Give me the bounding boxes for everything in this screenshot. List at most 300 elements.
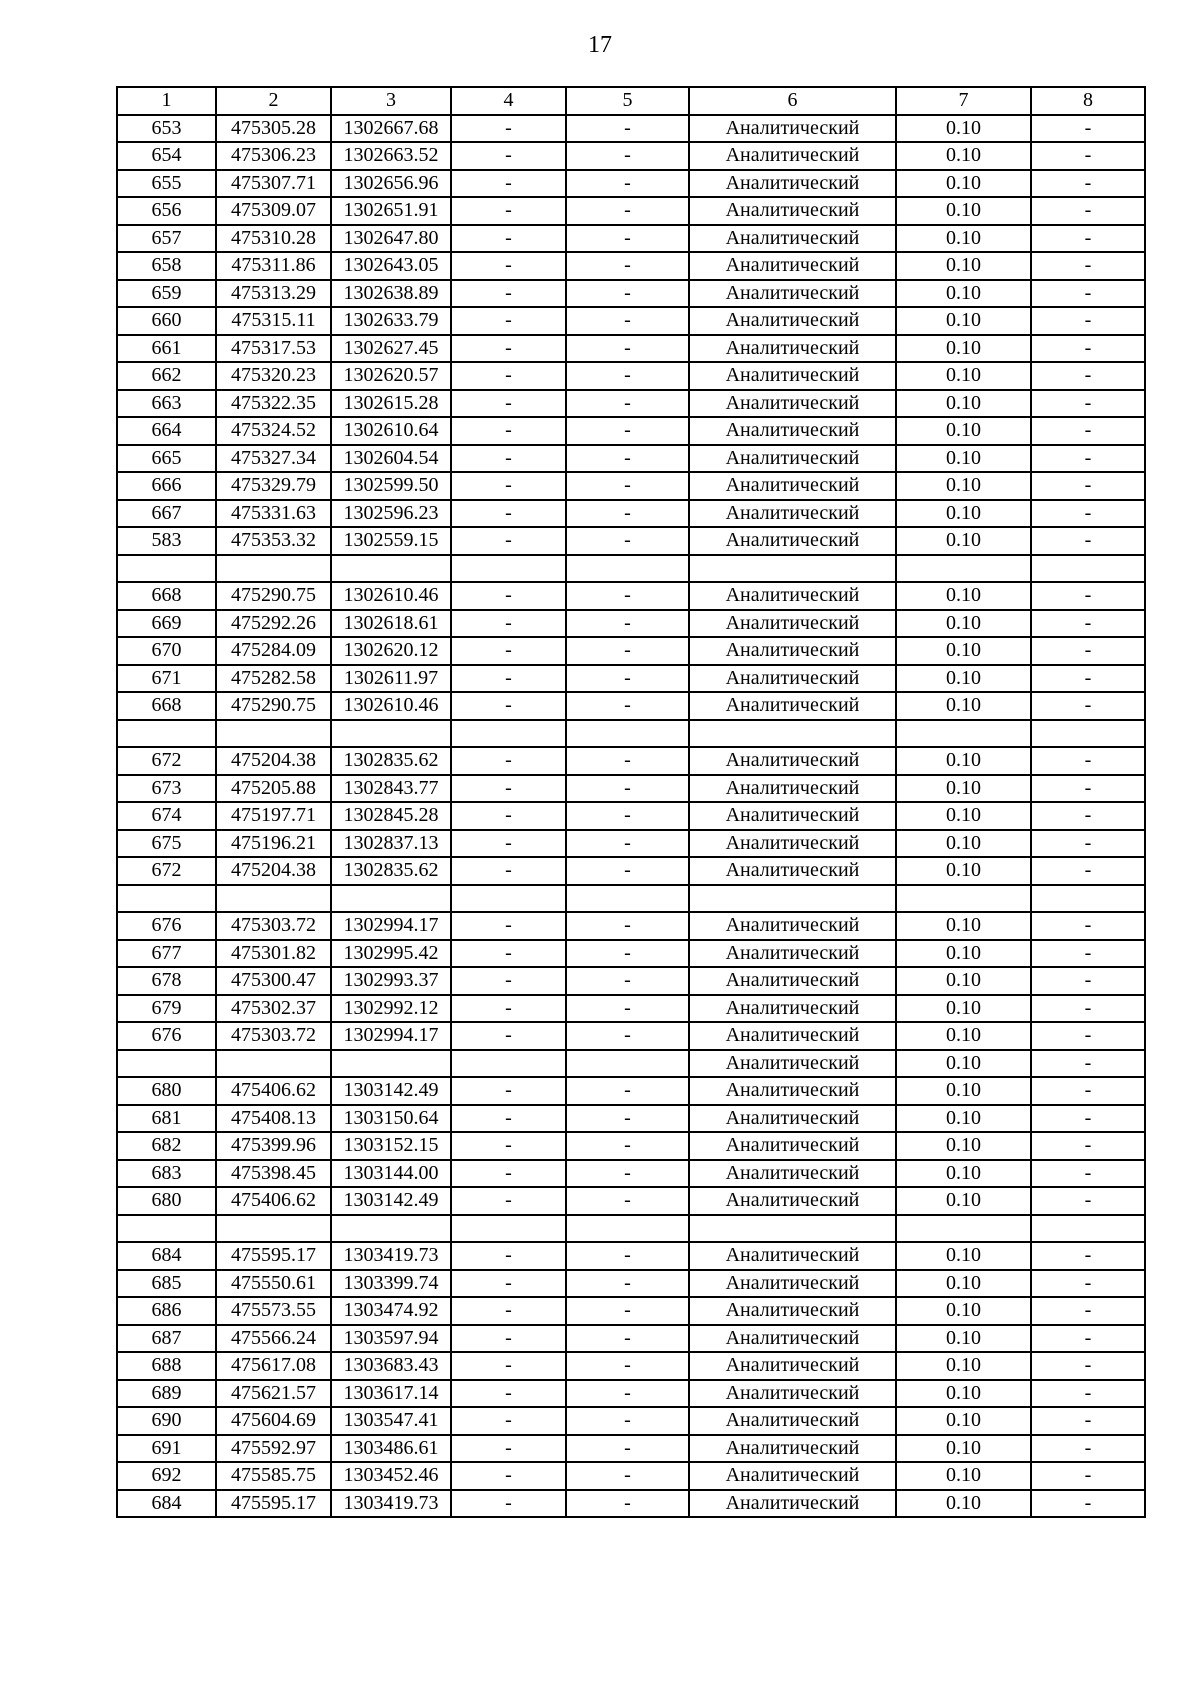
column-8-cell: - xyxy=(1031,1160,1145,1188)
accuracy-cell: 0.10 xyxy=(896,115,1031,143)
x-coordinate-cell: 475290.75 xyxy=(216,582,331,610)
accuracy-cell xyxy=(896,1215,1031,1243)
column-4-cell: - xyxy=(451,1132,566,1160)
column-5-cell: - xyxy=(566,582,689,610)
method-cell: Аналитический xyxy=(689,1160,896,1188)
table-row xyxy=(117,1050,1145,1078)
accuracy-cell: 0.10 xyxy=(896,1380,1031,1408)
column-4-cell: - xyxy=(451,280,566,308)
column-4-cell: - xyxy=(451,417,566,445)
table-body xyxy=(117,115,1145,1518)
column-5-cell xyxy=(566,885,689,913)
point-number-cell xyxy=(117,1050,216,1078)
table-row xyxy=(117,830,1145,858)
column-5-cell: - xyxy=(566,472,689,500)
column-5-cell: - xyxy=(566,115,689,143)
column-4-cell: - xyxy=(451,1105,566,1133)
table-row xyxy=(117,1187,1145,1215)
point-number-cell: 692 xyxy=(117,1462,216,1490)
point-number-cell: 653 xyxy=(117,115,216,143)
x-coordinate-cell: 475306.23 xyxy=(216,142,331,170)
table-row xyxy=(117,445,1145,473)
column-4-cell: - xyxy=(451,775,566,803)
accuracy-cell: 0.10 xyxy=(896,142,1031,170)
column-5-cell: - xyxy=(566,610,689,638)
column-4-cell: - xyxy=(451,1022,566,1050)
accuracy-cell: 0.10 xyxy=(896,527,1031,555)
y-coordinate-cell: 1302618.61 xyxy=(331,610,451,638)
point-number-cell: 679 xyxy=(117,995,216,1023)
accuracy-cell: 0.10 xyxy=(896,830,1031,858)
table-row xyxy=(117,472,1145,500)
column-5-cell: - xyxy=(566,527,689,555)
column-5-cell: - xyxy=(566,912,689,940)
column-5-cell: - xyxy=(566,692,689,720)
point-number-cell xyxy=(117,1215,216,1243)
method-cell xyxy=(689,555,896,583)
table-row xyxy=(117,857,1145,885)
column-8-cell: - xyxy=(1031,1407,1145,1435)
accuracy-cell: 0.10 xyxy=(896,197,1031,225)
accuracy-cell: 0.10 xyxy=(896,1297,1031,1325)
table-row xyxy=(117,967,1145,995)
column-8-cell: - xyxy=(1031,637,1145,665)
column-8-cell: - xyxy=(1031,472,1145,500)
method-cell: Аналитический xyxy=(689,1325,896,1353)
column-5-cell: - xyxy=(566,775,689,803)
table-header xyxy=(117,87,1145,115)
x-coordinate-cell: 475307.71 xyxy=(216,170,331,198)
y-coordinate-cell: 1302647.80 xyxy=(331,225,451,253)
y-coordinate-cell: 1302651.91 xyxy=(331,197,451,225)
point-number-cell: 680 xyxy=(117,1187,216,1215)
x-coordinate-cell: 475595.17 xyxy=(216,1490,331,1518)
column-8-cell: - xyxy=(1031,1105,1145,1133)
column-header-1: 1 xyxy=(117,87,216,115)
accuracy-cell: 0.10 xyxy=(896,1270,1031,1298)
y-coordinate-cell: 1303474.92 xyxy=(331,1297,451,1325)
method-cell: Аналитический xyxy=(689,692,896,720)
column-8-cell: - xyxy=(1031,1490,1145,1518)
y-coordinate-cell: 1302995.42 xyxy=(331,940,451,968)
accuracy-cell: 0.10 xyxy=(896,1490,1031,1518)
table-row xyxy=(117,1352,1145,1380)
column-8-cell: - xyxy=(1031,527,1145,555)
method-cell xyxy=(689,720,896,748)
table-row xyxy=(117,912,1145,940)
method-cell: Аналитический xyxy=(689,857,896,885)
x-coordinate-cell: 475592.97 xyxy=(216,1435,331,1463)
y-coordinate-cell xyxy=(331,1050,451,1078)
method-cell: Аналитический xyxy=(689,225,896,253)
method-cell: Аналитический xyxy=(689,1132,896,1160)
column-header-8: 8 xyxy=(1031,87,1145,115)
x-coordinate-cell: 475196.21 xyxy=(216,830,331,858)
method-cell: Аналитический xyxy=(689,1105,896,1133)
accuracy-cell: 0.10 xyxy=(896,1242,1031,1270)
column-8-cell: - xyxy=(1031,1325,1145,1353)
y-coordinate-cell xyxy=(331,1215,451,1243)
x-coordinate-cell: 475204.38 xyxy=(216,857,331,885)
accuracy-cell: 0.10 xyxy=(896,390,1031,418)
accuracy-cell: 0.10 xyxy=(896,500,1031,528)
point-number-cell: 661 xyxy=(117,335,216,363)
method-cell: Аналитический xyxy=(689,390,896,418)
point-number-cell: 668 xyxy=(117,582,216,610)
column-5-cell: - xyxy=(566,362,689,390)
method-cell: Аналитический xyxy=(689,1187,896,1215)
method-cell: Аналитический xyxy=(689,1297,896,1325)
y-coordinate-cell: 1302835.62 xyxy=(331,747,451,775)
method-cell: Аналитический xyxy=(689,142,896,170)
column-5-cell: - xyxy=(566,252,689,280)
column-5-cell: - xyxy=(566,1380,689,1408)
method-cell: Аналитический xyxy=(689,115,896,143)
table-row xyxy=(117,1380,1145,1408)
table-row xyxy=(117,142,1145,170)
coordinates-table xyxy=(116,86,1146,1518)
column-header-6: 6 xyxy=(689,87,896,115)
x-coordinate-cell: 475573.55 xyxy=(216,1297,331,1325)
column-8-cell: - xyxy=(1031,417,1145,445)
accuracy-cell: 0.10 xyxy=(896,1132,1031,1160)
table-row xyxy=(117,637,1145,665)
x-coordinate-cell: 475324.52 xyxy=(216,417,331,445)
table-row xyxy=(117,362,1145,390)
column-5-cell: - xyxy=(566,225,689,253)
accuracy-cell: 0.10 xyxy=(896,1187,1031,1215)
method-cell: Аналитический xyxy=(689,307,896,335)
accuracy-cell: 0.10 xyxy=(896,307,1031,335)
point-number-cell: 659 xyxy=(117,280,216,308)
accuracy-cell: 0.10 xyxy=(896,610,1031,638)
x-coordinate-cell: 475585.75 xyxy=(216,1462,331,1490)
column-8-cell: - xyxy=(1031,995,1145,1023)
x-coordinate-cell: 475303.72 xyxy=(216,912,331,940)
column-4-cell: - xyxy=(451,610,566,638)
x-coordinate-cell: 475406.62 xyxy=(216,1187,331,1215)
column-5-cell: - xyxy=(566,1352,689,1380)
column-4-cell: - xyxy=(451,995,566,1023)
column-5-cell xyxy=(566,555,689,583)
y-coordinate-cell: 1302627.45 xyxy=(331,335,451,363)
point-number-cell: 686 xyxy=(117,1297,216,1325)
y-coordinate-cell: 1303617.14 xyxy=(331,1380,451,1408)
method-cell: Аналитический xyxy=(689,197,896,225)
y-coordinate-cell: 1303150.64 xyxy=(331,1105,451,1133)
x-coordinate-cell: 475322.35 xyxy=(216,390,331,418)
column-5-cell: - xyxy=(566,1297,689,1325)
column-4-cell xyxy=(451,885,566,913)
column-8-cell: - xyxy=(1031,775,1145,803)
x-coordinate-cell: 475282.58 xyxy=(216,665,331,693)
column-4-cell: - xyxy=(451,1187,566,1215)
method-cell: Аналитический xyxy=(689,170,896,198)
y-coordinate-cell: 1302633.79 xyxy=(331,307,451,335)
column-4-cell: - xyxy=(451,225,566,253)
column-5-cell xyxy=(566,1050,689,1078)
column-4-cell: - xyxy=(451,857,566,885)
point-number-cell: 675 xyxy=(117,830,216,858)
column-8-cell: - xyxy=(1031,692,1145,720)
point-number-cell: 684 xyxy=(117,1242,216,1270)
column-4-cell: - xyxy=(451,170,566,198)
point-number-cell: 666 xyxy=(117,472,216,500)
column-8-cell: - xyxy=(1031,1242,1145,1270)
point-number-cell: 660 xyxy=(117,307,216,335)
column-8-cell: - xyxy=(1031,582,1145,610)
x-coordinate-cell: 475290.75 xyxy=(216,692,331,720)
point-number-cell: 676 xyxy=(117,1022,216,1050)
accuracy-cell: 0.10 xyxy=(896,252,1031,280)
y-coordinate-cell: 1303597.94 xyxy=(331,1325,451,1353)
column-4-cell: - xyxy=(451,1297,566,1325)
x-coordinate-cell: 475302.37 xyxy=(216,995,331,1023)
method-cell: Аналитический xyxy=(689,1407,896,1435)
point-number-cell: 654 xyxy=(117,142,216,170)
column-8-cell: - xyxy=(1031,1270,1145,1298)
method-cell: Аналитический xyxy=(689,582,896,610)
method-cell: Аналитический xyxy=(689,637,896,665)
accuracy-cell: 0.10 xyxy=(896,637,1031,665)
point-number-cell: 681 xyxy=(117,1105,216,1133)
column-8-cell: - xyxy=(1031,912,1145,940)
column-8-cell xyxy=(1031,720,1145,748)
x-coordinate-cell: 475313.29 xyxy=(216,280,331,308)
accuracy-cell: 0.10 xyxy=(896,1077,1031,1105)
column-8-cell: - xyxy=(1031,252,1145,280)
table-row xyxy=(117,885,1145,913)
table-row xyxy=(117,1270,1145,1298)
y-coordinate-cell: 1302611.97 xyxy=(331,665,451,693)
y-coordinate-cell: 1303142.49 xyxy=(331,1077,451,1105)
column-8-cell: - xyxy=(1031,1435,1145,1463)
y-coordinate-cell: 1302994.17 xyxy=(331,1022,451,1050)
column-4-cell: - xyxy=(451,197,566,225)
y-coordinate-cell: 1302604.54 xyxy=(331,445,451,473)
column-4-cell: - xyxy=(451,692,566,720)
y-coordinate-cell xyxy=(331,885,451,913)
accuracy-cell: 0.10 xyxy=(896,225,1031,253)
column-8-cell xyxy=(1031,555,1145,583)
table-row xyxy=(117,390,1145,418)
table-row xyxy=(117,1105,1145,1133)
column-4-cell: - xyxy=(451,1380,566,1408)
accuracy-cell: 0.10 xyxy=(896,280,1031,308)
method-cell: Аналитический xyxy=(689,1380,896,1408)
x-coordinate-cell: 475320.23 xyxy=(216,362,331,390)
table-row xyxy=(117,225,1145,253)
x-coordinate-cell: 475315.11 xyxy=(216,307,331,335)
column-8-cell: - xyxy=(1031,830,1145,858)
x-coordinate-cell: 475566.24 xyxy=(216,1325,331,1353)
column-8-cell: - xyxy=(1031,1462,1145,1490)
y-coordinate-cell: 1302837.13 xyxy=(331,830,451,858)
column-8-cell: - xyxy=(1031,802,1145,830)
column-5-cell: - xyxy=(566,967,689,995)
x-coordinate-cell: 475305.28 xyxy=(216,115,331,143)
accuracy-cell: 0.10 xyxy=(896,335,1031,363)
accuracy-cell: 0.10 xyxy=(896,775,1031,803)
method-cell: Аналитический xyxy=(689,775,896,803)
y-coordinate-cell: 1302559.15 xyxy=(331,527,451,555)
point-number-cell: 690 xyxy=(117,1407,216,1435)
point-number-cell: 680 xyxy=(117,1077,216,1105)
column-4-cell xyxy=(451,1050,566,1078)
x-coordinate-cell: 475204.38 xyxy=(216,747,331,775)
column-4-cell: - xyxy=(451,472,566,500)
column-4-cell: - xyxy=(451,967,566,995)
column-5-cell: - xyxy=(566,995,689,1023)
table-row xyxy=(117,665,1145,693)
method-cell: Аналитический xyxy=(689,1435,896,1463)
accuracy-cell: 0.10 xyxy=(896,995,1031,1023)
y-coordinate-cell: 1302643.05 xyxy=(331,252,451,280)
column-4-cell: - xyxy=(451,802,566,830)
column-8-cell: - xyxy=(1031,307,1145,335)
column-8-cell: - xyxy=(1031,390,1145,418)
y-coordinate-cell: 1302610.64 xyxy=(331,417,451,445)
accuracy-cell: 0.10 xyxy=(896,967,1031,995)
column-4-cell: - xyxy=(451,747,566,775)
column-5-cell: - xyxy=(566,335,689,363)
y-coordinate-cell: 1303683.43 xyxy=(331,1352,451,1380)
point-number-cell: 662 xyxy=(117,362,216,390)
table-row xyxy=(117,1022,1145,1050)
x-coordinate-cell: 475300.47 xyxy=(216,967,331,995)
y-coordinate-cell: 1302596.23 xyxy=(331,500,451,528)
column-4-cell: - xyxy=(451,362,566,390)
column-4-cell: - xyxy=(451,1462,566,1490)
accuracy-cell: 0.10 xyxy=(896,170,1031,198)
accuracy-cell: 0.10 xyxy=(896,940,1031,968)
accuracy-cell: 0.10 xyxy=(896,362,1031,390)
page-number: 17 xyxy=(588,32,612,58)
x-coordinate-cell: 475197.71 xyxy=(216,802,331,830)
table-row xyxy=(117,582,1145,610)
column-8-cell: - xyxy=(1031,142,1145,170)
column-4-cell: - xyxy=(451,665,566,693)
column-4-cell: - xyxy=(451,1077,566,1105)
x-coordinate-cell: 475309.07 xyxy=(216,197,331,225)
column-5-cell: - xyxy=(566,1435,689,1463)
x-coordinate-cell: 475317.53 xyxy=(216,335,331,363)
column-5-cell: - xyxy=(566,1407,689,1435)
accuracy-cell: 0.10 xyxy=(896,417,1031,445)
accuracy-cell: 0.10 xyxy=(896,1407,1031,1435)
column-5-cell xyxy=(566,720,689,748)
y-coordinate-cell: 1303486.61 xyxy=(331,1435,451,1463)
column-4-cell: - xyxy=(451,445,566,473)
column-header-5: 5 xyxy=(566,87,689,115)
point-number-cell: 664 xyxy=(117,417,216,445)
column-header-3: 3 xyxy=(331,87,451,115)
table-row xyxy=(117,610,1145,638)
column-8-cell: - xyxy=(1031,1077,1145,1105)
table-row xyxy=(117,335,1145,363)
column-5-cell: - xyxy=(566,1270,689,1298)
point-number-cell: 673 xyxy=(117,775,216,803)
column-5-cell: - xyxy=(566,1022,689,1050)
table-row xyxy=(117,115,1145,143)
table-row xyxy=(117,527,1145,555)
y-coordinate-cell xyxy=(331,555,451,583)
x-coordinate-cell: 475595.17 xyxy=(216,1242,331,1270)
table-row xyxy=(117,1160,1145,1188)
header-row xyxy=(117,87,1145,115)
point-number-cell: 663 xyxy=(117,390,216,418)
y-coordinate-cell: 1302656.96 xyxy=(331,170,451,198)
x-coordinate-cell: 475301.82 xyxy=(216,940,331,968)
accuracy-cell: 0.10 xyxy=(896,1462,1031,1490)
column-4-cell: - xyxy=(451,582,566,610)
point-number-cell: 687 xyxy=(117,1325,216,1353)
column-5-cell: - xyxy=(566,1490,689,1518)
table-row xyxy=(117,1462,1145,1490)
method-cell: Аналитический xyxy=(689,802,896,830)
column-5-cell: - xyxy=(566,1132,689,1160)
accuracy-cell: 0.10 xyxy=(896,665,1031,693)
y-coordinate-cell: 1303144.00 xyxy=(331,1160,451,1188)
table-row xyxy=(117,692,1145,720)
x-coordinate-cell: 475331.63 xyxy=(216,500,331,528)
table-row xyxy=(117,720,1145,748)
column-8-cell: - xyxy=(1031,115,1145,143)
column-4-cell: - xyxy=(451,335,566,363)
table-row xyxy=(117,1215,1145,1243)
accuracy-cell: 0.10 xyxy=(896,857,1031,885)
column-5-cell: - xyxy=(566,170,689,198)
column-8-cell xyxy=(1031,885,1145,913)
x-coordinate-cell xyxy=(216,1050,331,1078)
method-cell: Аналитический xyxy=(689,830,896,858)
accuracy-cell: 0.10 xyxy=(896,1325,1031,1353)
accuracy-cell: 0.10 xyxy=(896,692,1031,720)
accuracy-cell: 0.10 xyxy=(896,1352,1031,1380)
point-number-cell xyxy=(117,720,216,748)
column-header-2: 2 xyxy=(216,87,331,115)
column-5-cell: - xyxy=(566,445,689,473)
column-4-cell: - xyxy=(451,142,566,170)
point-number-cell: 689 xyxy=(117,1380,216,1408)
column-4-cell: - xyxy=(451,637,566,665)
column-8-cell xyxy=(1031,1215,1145,1243)
x-coordinate-cell: 475292.26 xyxy=(216,610,331,638)
column-4-cell xyxy=(451,1215,566,1243)
method-cell: Аналитический xyxy=(689,747,896,775)
column-4-cell: - xyxy=(451,307,566,335)
column-8-cell: - xyxy=(1031,1132,1145,1160)
column-5-cell: - xyxy=(566,1105,689,1133)
column-4-cell: - xyxy=(451,115,566,143)
y-coordinate-cell: 1303419.73 xyxy=(331,1490,451,1518)
method-cell: Аналитический xyxy=(689,417,896,445)
column-8-cell: - xyxy=(1031,940,1145,968)
column-4-cell: - xyxy=(451,1325,566,1353)
x-coordinate-cell: 475399.96 xyxy=(216,1132,331,1160)
accuracy-cell: 0.10 xyxy=(896,1022,1031,1050)
table-row xyxy=(117,555,1145,583)
x-coordinate-cell: 475303.72 xyxy=(216,1022,331,1050)
table-row xyxy=(117,280,1145,308)
point-number-cell: 658 xyxy=(117,252,216,280)
x-coordinate-cell: 475310.28 xyxy=(216,225,331,253)
point-number-cell: 676 xyxy=(117,912,216,940)
column-4-cell: - xyxy=(451,527,566,555)
accuracy-cell: 0.10 xyxy=(896,747,1031,775)
table-row xyxy=(117,1325,1145,1353)
table-row xyxy=(117,1132,1145,1160)
